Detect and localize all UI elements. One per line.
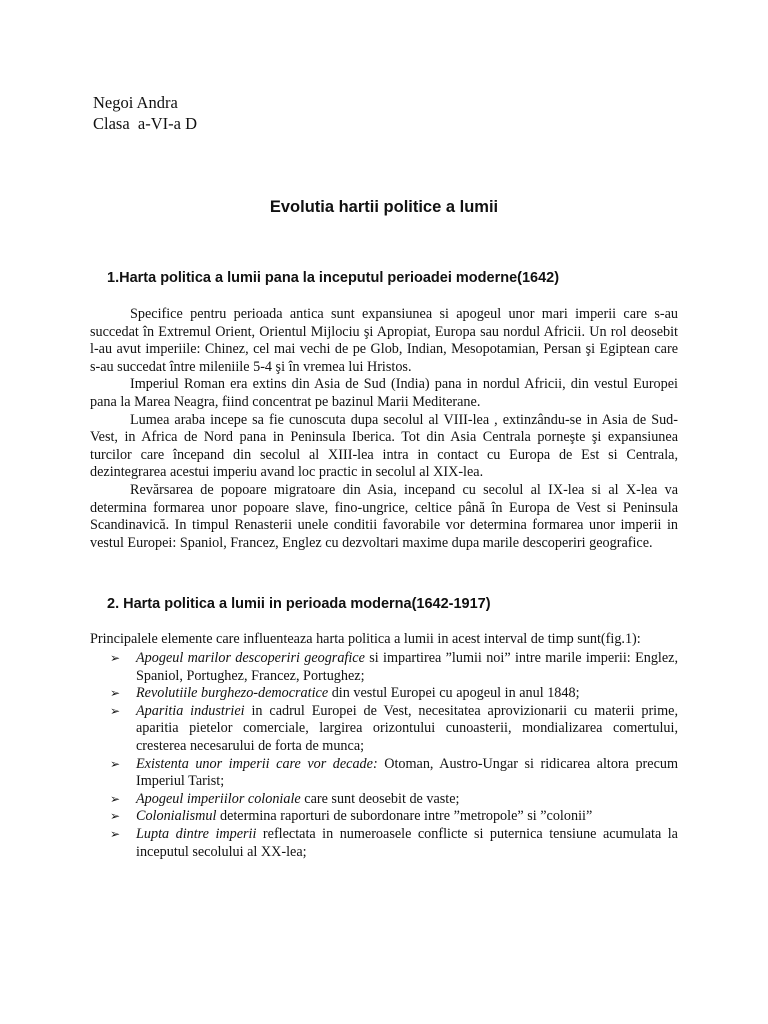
author-name: Negoi Andra: [93, 93, 178, 112]
section-1-body: [90, 306, 678, 552]
list-item: [110, 826, 678, 861]
list-item: [110, 808, 678, 826]
list-item-text: in cadrul Europei de Vest, necesitatea aprovizionarii cu materii prime, aparitia pietelor comerciale, largirea orizontului cunoasterii, mondializarea comertului, cresterea necesarului de forta de munca;: [136, 702, 678, 754]
arrow-bullet-icon: ➢: [110, 826, 121, 841]
document-title: Evolutia hartii politice a lumii: [269, 198, 499, 216]
section-2-list: [110, 650, 678, 861]
arrow-bullet-icon: ➢: [110, 756, 121, 771]
author-class: Clasa a-VI-a D: [93, 114, 197, 133]
arrow-bullet-icon: ➢: [110, 809, 121, 824]
section-1-paragraph: Specifice pentru perioada antica sunt expansiunea si apogeul unor mari imperii care s-au succedat în Extremul Orient, Orientul Mijlociu şi Apropiat, Europa sau nordul Africii. Un rol deosebit l-au avut imperiile: Chinez, cel mai vechi de pe Glob, Indian, Mesopotamian, Persan şi Egiptean care s-au succedat între mileniile 5-4 şi în vremea lui Hristos.: [90, 306, 678, 375]
list-item: [110, 791, 678, 809]
list-item: [110, 703, 678, 756]
list-item-emphasis: Aparitia industriei: [136, 702, 245, 719]
section-1-paragraph: Imperiul Roman era extins din Asia de Sud (India) pana in nordul Africii, din vestul Europei pana la Marea Neagra, fiind concentrat pe bazinul Marii Mediterane.: [90, 376, 678, 410]
list-item: [110, 685, 678, 703]
list-item-emphasis: Lupta dintre imperii: [136, 825, 257, 842]
list-item-emphasis: Colonialismul: [136, 808, 217, 825]
list-item-text: Otoman, Austro-Ungar si ridicarea altora precum Imperiul Tarist;: [136, 755, 679, 790]
list-item: [110, 650, 678, 685]
list-item-emphasis: Existenta unor imperii care vor decade:: [136, 755, 378, 772]
author-block: [93, 92, 197, 134]
arrow-bullet-icon: ➢: [110, 703, 121, 718]
list-item-text: si impartirea ”lumii noi” intre marile imperii: Englez, Spaniol, Portughez, Francez, Portughez;: [136, 650, 679, 684]
list-item-emphasis: Apogeul imperiilor coloniale: [136, 790, 301, 807]
arrow-bullet-icon: ➢: [110, 791, 121, 806]
section-1-paragraph: Revărsarea de popoare migratoare din Asia, incepand cu secolul al IX-lea si al X-lea va determina formarea unor popoare slave, fino-ungrice, celtice până în Europa de Vest si Peninsula Scandinavică. In timpul Renasterii unele conditii favorabile vor determina formarea unor imperii in vestul Europei: Spaniol, Francez, Englez cu dezvoltari maxime dupa marile descoperiri geografice.: [90, 481, 678, 551]
section-1-paragraph: Lumea araba incepe sa fie cunoscuta dupa secolul al VIII-lea , extinzându-se in Asia de Sud-Vest, in Africa de Nord pana in Peninsula Iberica. Tot din Asia Centrala porneşte şi expansiunea turcilor care începand din secolul al XIII-lea intra in contact cu Europa de Est si Centrala, dezintegrarea acestui imperiu avand loc practic in secolul al XIX-lea.: [90, 411, 678, 481]
list-item-text: determina raporturi de subordonare intre ”metropole” si ”colonii”: [216, 808, 593, 825]
section-2-intro: Principalele elemente care influenteaza harta politica a lumii in acest interval de timp sunt(fig.1):: [90, 631, 641, 647]
list-item-emphasis: Apogeul marilor descoperiri geografice: [136, 650, 365, 666]
list-item-emphasis: Revolutiile burghezo-democratice: [136, 685, 329, 702]
arrow-bullet-icon: ➢: [110, 686, 121, 701]
section-2-heading: 2. Harta politica a lumii in perioada moderna(1642-1917): [107, 596, 491, 612]
section-1-heading: 1.Harta politica a lumii pana la inceputul perioadei moderne(1642): [107, 270, 560, 286]
list-item-text: reflectata in numeroasele conflicte si puternica tensiune acumulata la inceputul secolului al XX-lea;: [136, 825, 678, 860]
list-item-text: din vestul Europei cu apogeul in anul 1848;: [328, 685, 580, 702]
arrow-bullet-icon: ➢: [110, 651, 121, 665]
list-item-text: care sunt deosebit de vaste;: [300, 790, 460, 807]
list-item: [110, 756, 678, 791]
